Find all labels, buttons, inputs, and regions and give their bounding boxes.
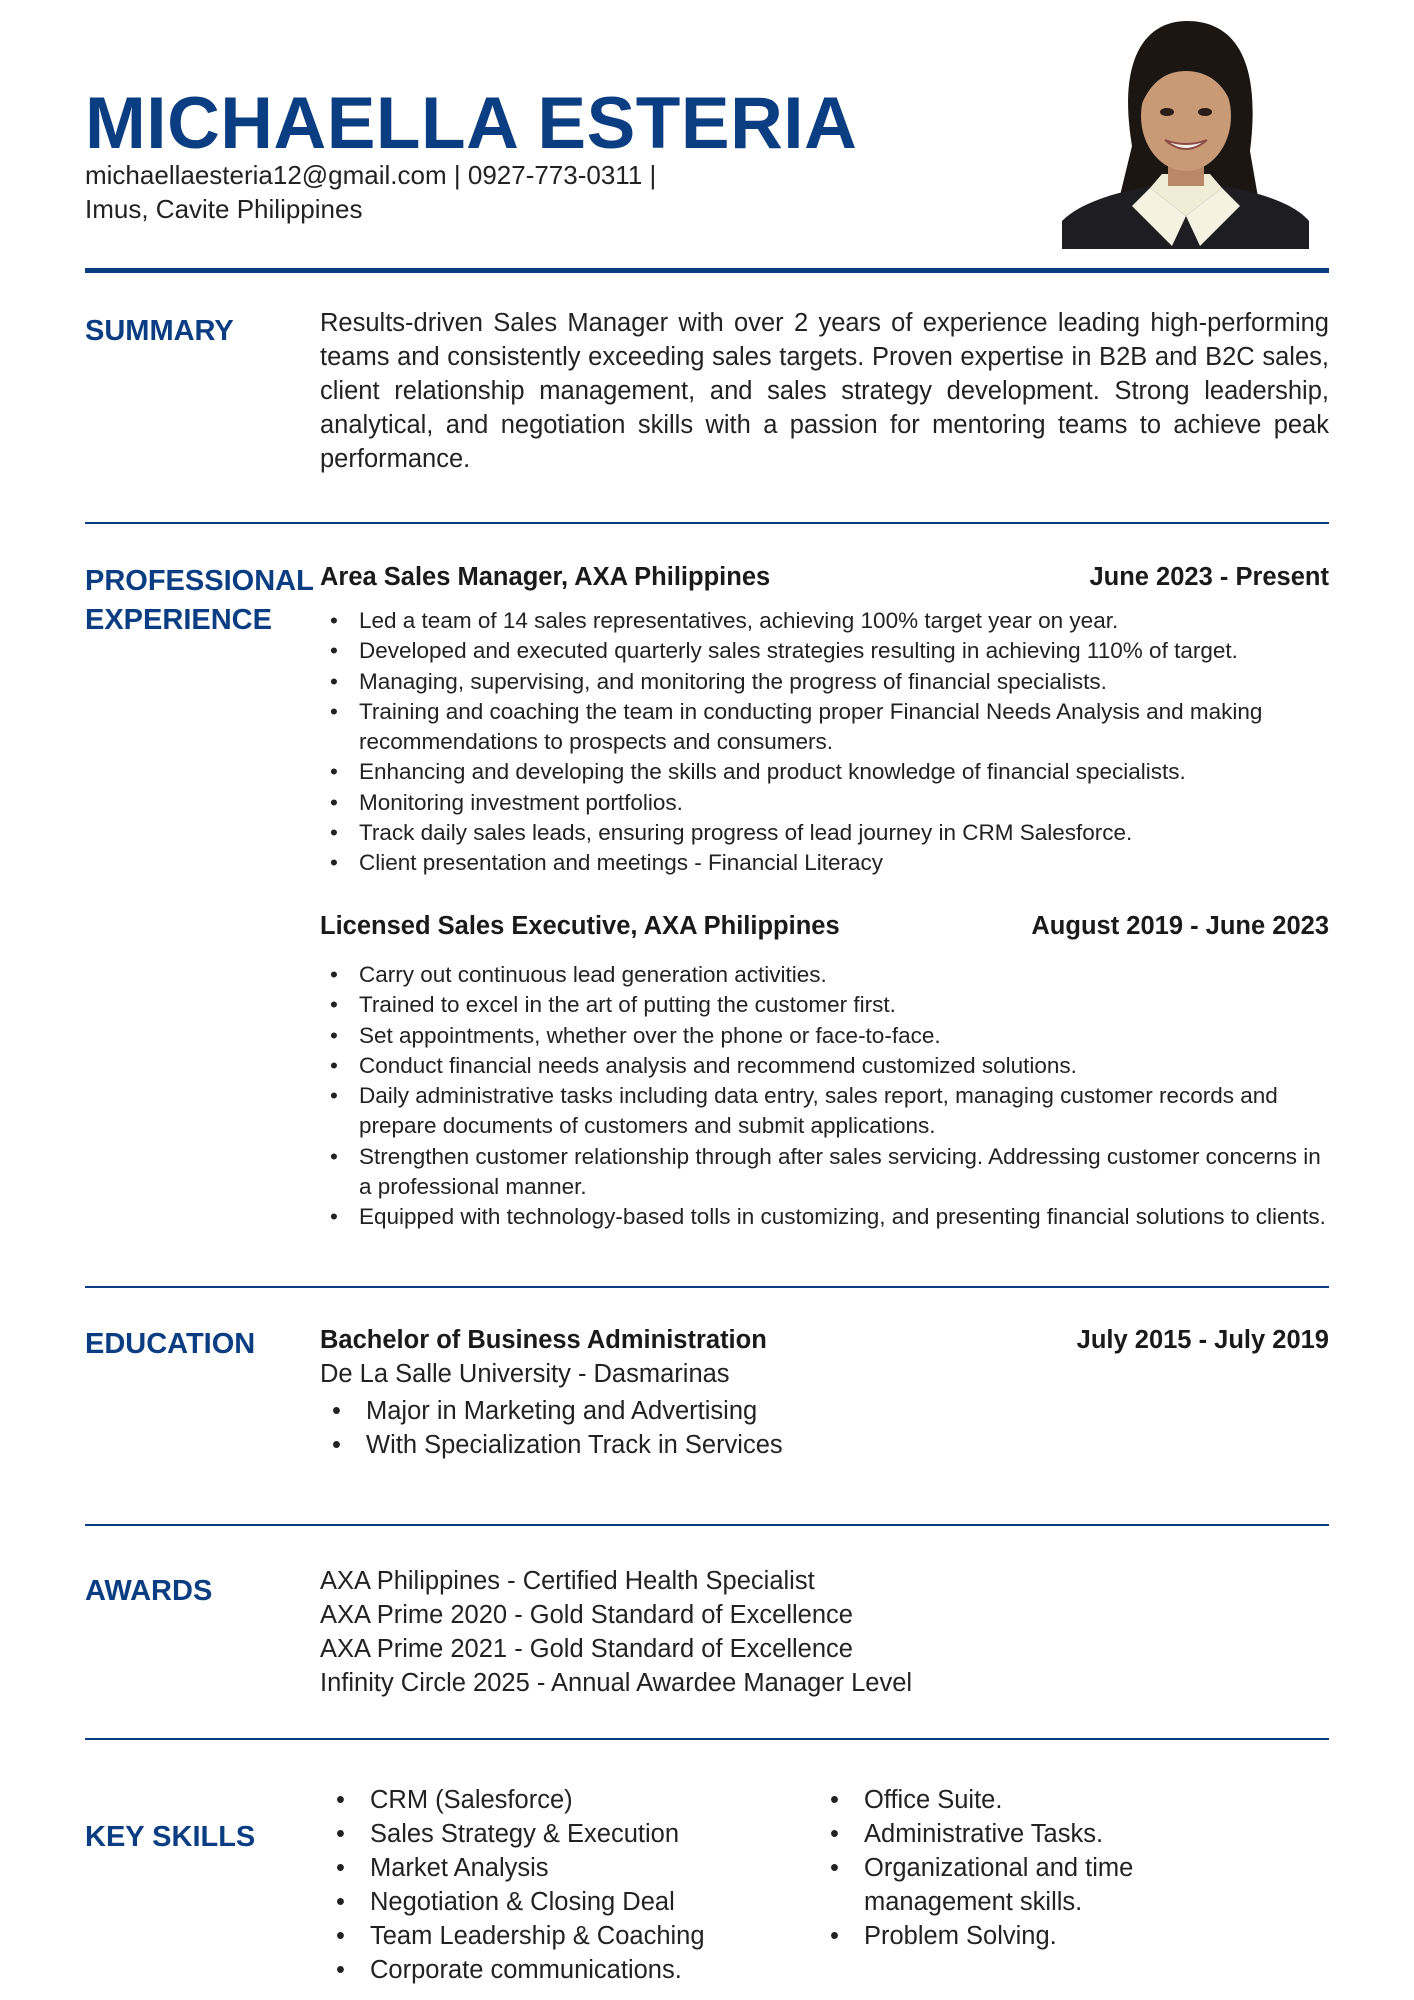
- contact-info: [85, 158, 656, 226]
- job-header: [320, 912, 1329, 946]
- section-divider: [85, 1738, 1329, 1740]
- skill-item: • Administrative Tasks.: [818, 1817, 1158, 1851]
- job-bullet: • Client presentation and meetings - Financial Literacy: [320, 848, 1329, 878]
- job-bullet: • Daily administrative tasks including data entry, sales report, managing customer records and prepare documents of customers and submit applications.: [320, 1081, 1329, 1142]
- skill-item: • Corporate communications.: [324, 1953, 794, 1987]
- job-bullet: • Managing, supervising, and monitoring the progress of financial specialists.: [320, 667, 1329, 697]
- job-bullet: • Monitoring investment portfolios.: [320, 788, 1329, 818]
- awards-list: [320, 1564, 912, 1700]
- section-divider: [85, 1286, 1329, 1288]
- job-bullet: • Equipped with technology-based tolls in customizing, and presenting financial solutions to clients.: [320, 1202, 1329, 1232]
- job-bullet: • Enhancing and developing the skills and product knowledge of financial specialists.: [320, 757, 1329, 787]
- award-item: AXA Philippines - Certified Health Specialist: [320, 1567, 815, 1595]
- job-header: [320, 563, 1329, 597]
- skill-item: • Team Leadership & Coaching: [324, 1919, 794, 1953]
- contact-line: michaellaesteria12@gmail.com | 0927-773-0311 |: [85, 160, 657, 190]
- skill-item: • CRM (Salesforce): [324, 1783, 794, 1817]
- job-bullet: • Carry out continuous lead generation activities.: [320, 960, 1329, 990]
- summary-heading: SUMMARY: [85, 315, 234, 347]
- degree-dates: July 2015 - July 2019: [1076, 1326, 1329, 1354]
- awards-heading: AWARDS: [85, 1575, 213, 1607]
- section-divider: [85, 1524, 1329, 1526]
- skill-item: • Office Suite.: [818, 1783, 1158, 1817]
- degree-header: [320, 1326, 1329, 1360]
- education-bullet: • Major in Marketing and Advertising: [320, 1394, 783, 1428]
- job-title: Licensed Sales Executive, AXA Philippines: [320, 912, 840, 940]
- job-dates: August 2019 - June 2023: [1031, 912, 1329, 940]
- profile-photo: [1062, 16, 1309, 249]
- job-bullet: • Track daily sales leads, ensuring progress of lead journey in CRM Salesforce.: [320, 818, 1329, 848]
- award-item: AXA Prime 2021 - Gold Standard of Excellence: [320, 1635, 853, 1663]
- job-bullet: • Strengthen customer relationship through after sales servicing. Addressing customer concerns in a professional manner.: [320, 1142, 1329, 1203]
- skills-heading: KEY SKILLS: [85, 1821, 256, 1853]
- award-item: Infinity Circle 2025 - Annual Awardee Manager Level: [320, 1669, 913, 1697]
- education-bullets: [320, 1394, 783, 1462]
- skill-item: • Sales Strategy & Execution: [324, 1817, 794, 1851]
- experience-heading-line1: PROFESSIONAL: [85, 565, 314, 597]
- job-bullets: [320, 606, 1329, 879]
- award-item: AXA Prime 2020 - Gold Standard of Excellence: [320, 1601, 853, 1629]
- section-divider: [85, 522, 1329, 524]
- degree-title: Bachelor of Business Administration: [320, 1326, 767, 1354]
- skills-column-1: [324, 1783, 794, 1987]
- experience-heading-line2: EXPERIENCE: [85, 604, 272, 636]
- job-bullet: • Training and coaching the team in conducting proper Financial Needs Analysis and making recommendations to prospects and consumers.: [320, 697, 1329, 758]
- job-bullet: • Developed and executed quarterly sales strategies resulting in achieving 110% of target.: [320, 636, 1329, 666]
- job-bullet: • Conduct financial needs analysis and recommend customized solutions.: [320, 1051, 1329, 1081]
- header-divider: [85, 268, 1329, 273]
- education-heading: EDUCATION: [85, 1328, 256, 1360]
- job-bullets: [320, 960, 1329, 1233]
- candidate-name: MICHAELLA ESTERIA: [85, 83, 858, 164]
- skill-item: • Negotiation & Closing Deal: [324, 1885, 794, 1919]
- school-name: De La Salle University - Dasmarinas: [320, 1360, 730, 1388]
- job-title: Area Sales Manager, AXA Philippines: [320, 563, 771, 591]
- skill-item: • Problem Solving.: [818, 1919, 1158, 1953]
- summary-text: Results-driven Sales Manager with over 2 years of experience leading high-performing teams and consistently exceeding sales targets. Proven expertise in B2B and B2C sales, client relationship management, and sales strategy development. Strong leadership, analytical, and negotiation skills with a passion for mentoring teams to achieve peak performance.: [320, 309, 1329, 473]
- job-bullet: • Trained to excel in the art of putting the customer first.: [320, 990, 1329, 1020]
- location-line: Imus, Cavite Philippines: [85, 194, 363, 224]
- experience-heading: [85, 562, 314, 640]
- job-dates: June 2023 - Present: [1089, 563, 1329, 591]
- job-bullet: • Led a team of 14 sales representatives, achieving 100% target year on year.: [320, 606, 1329, 636]
- skills-column-2: [818, 1783, 1158, 1953]
- skill-item: • Organizational and time management skills.: [818, 1851, 1158, 1919]
- skill-item: • Market Analysis: [324, 1851, 794, 1885]
- job-bullet: • Set appointments, whether over the phone or face-to-face.: [320, 1021, 1329, 1051]
- education-bullet: • With Specialization Track in Services: [320, 1428, 783, 1462]
